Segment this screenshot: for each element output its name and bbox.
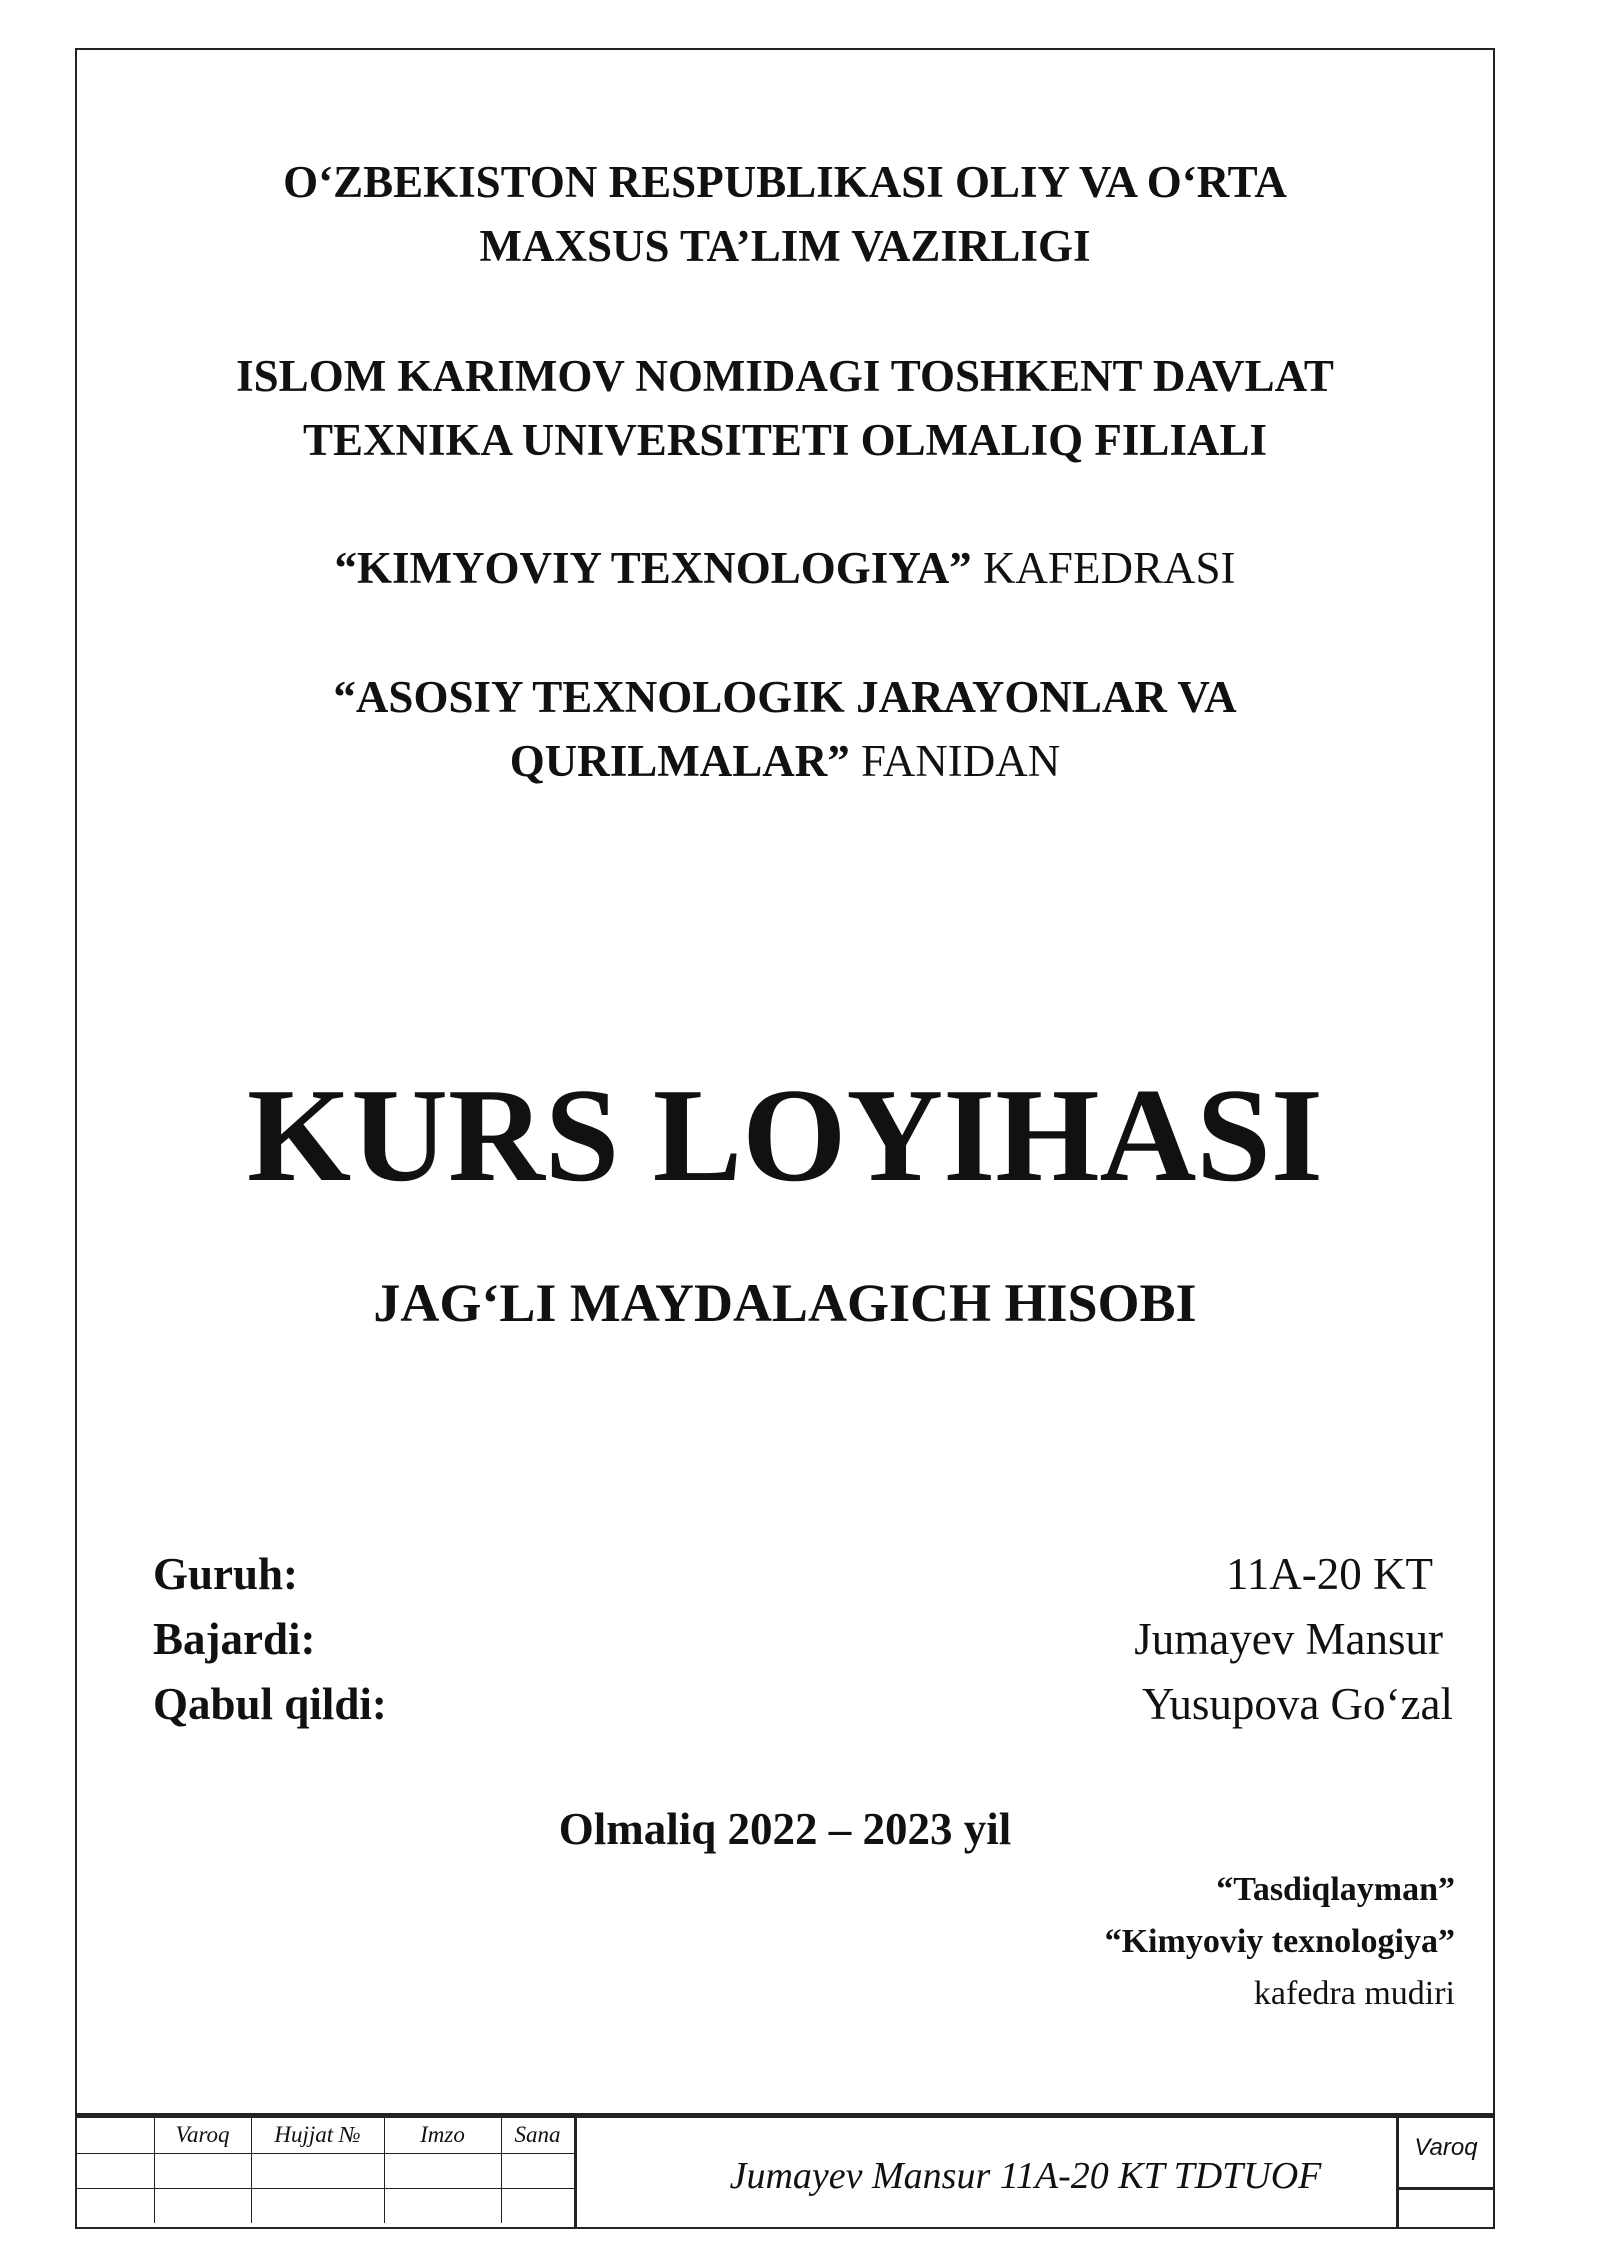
title-block-cell (251, 2153, 384, 2188)
approval-line-1: “Tasdiqlayman” (1216, 1871, 1455, 1908)
university-line-1: ISLOM KARIMOV NOMIDAGI TOSHKENT DAVLAT (236, 351, 1334, 401)
title-block-cell (77, 2153, 154, 2188)
title-block-sheet-header: Varoq (154, 2118, 251, 2153)
performer-row (153, 1607, 1453, 1671)
subject-line-1: “ASOSIY TEXNOLOGIK JARAYONLAR VA (333, 672, 1237, 722)
title-block-cell (154, 2153, 251, 2188)
department-heading (75, 536, 1495, 600)
document-title: KURS LOYIHASI (247, 1061, 1323, 1209)
document-subtitle: JAG‘LI MAYDALAGICH HISOBI (373, 1273, 1197, 1333)
group-value: 11A-20 KT (1225, 1549, 1433, 1599)
performer-value: Jumayev Mansur (1134, 1614, 1443, 1664)
place-year: Olmaliq 2022 – 2023 yil (558, 1804, 1012, 1854)
approval-line-2: “Kimyoviy texnologiya” (1104, 1923, 1455, 1960)
group-row (153, 1542, 1453, 1606)
title-block-date-header: Sana (501, 2118, 574, 2153)
title-block-cell (154, 2188, 251, 2223)
approval-line-3: kafedra mudiri (1253, 1975, 1455, 2012)
title-block (75, 2115, 1495, 2229)
subject-line-2-suffix: FANIDAN (861, 736, 1061, 786)
title-block-sign-header: Imzo (384, 2118, 501, 2153)
performer-label: Bajardi: (153, 1614, 316, 1664)
subject-line-2-name: QURILMALAR” (509, 736, 850, 786)
department-name: “KIMYOVIY TEXNOLOGIYA” (334, 543, 972, 593)
title-block-main-text: Jumayev Mansur 11A-20 KT TDTUOF (729, 2155, 1322, 2197)
title-block-doc-header: Hujjat № (251, 2118, 384, 2153)
university-heading (75, 344, 1495, 472)
university-line-2: TEXNIKA UNIVERSITETI OLMALIQ FILIALI (303, 415, 1267, 465)
title-block-cell (77, 2188, 154, 2223)
department-suffix: KAFEDRASI (982, 543, 1236, 593)
group-label: Guruh: (153, 1549, 299, 1599)
ministry-heading (75, 150, 1495, 278)
title-block-cell (77, 2118, 154, 2153)
title-block-cell (384, 2153, 501, 2188)
title-block-cell (384, 2188, 501, 2223)
title-block-cell (501, 2153, 574, 2188)
reviewer-value: Yusupova Go‘zal (1141, 1679, 1453, 1729)
ministry-line-1: O‘ZBEKISTON RESPUBLIKASI OLIY VA O‘RTA (283, 157, 1287, 207)
ministry-line-2: MAXSUS TA’LIM VAZIRLIGI (479, 221, 1091, 271)
title-block-sheet-label: Varoq (1399, 2118, 1493, 2190)
title-block-cell (501, 2188, 574, 2223)
reviewer-label: Qabul qildi: (153, 1679, 387, 1729)
reviewer-row (153, 1672, 1453, 1736)
subject-heading (75, 665, 1495, 793)
title-block-cell (251, 2188, 384, 2223)
title-block-grid (77, 2118, 575, 2223)
title-block-sheet-box (1396, 2118, 1493, 2227)
